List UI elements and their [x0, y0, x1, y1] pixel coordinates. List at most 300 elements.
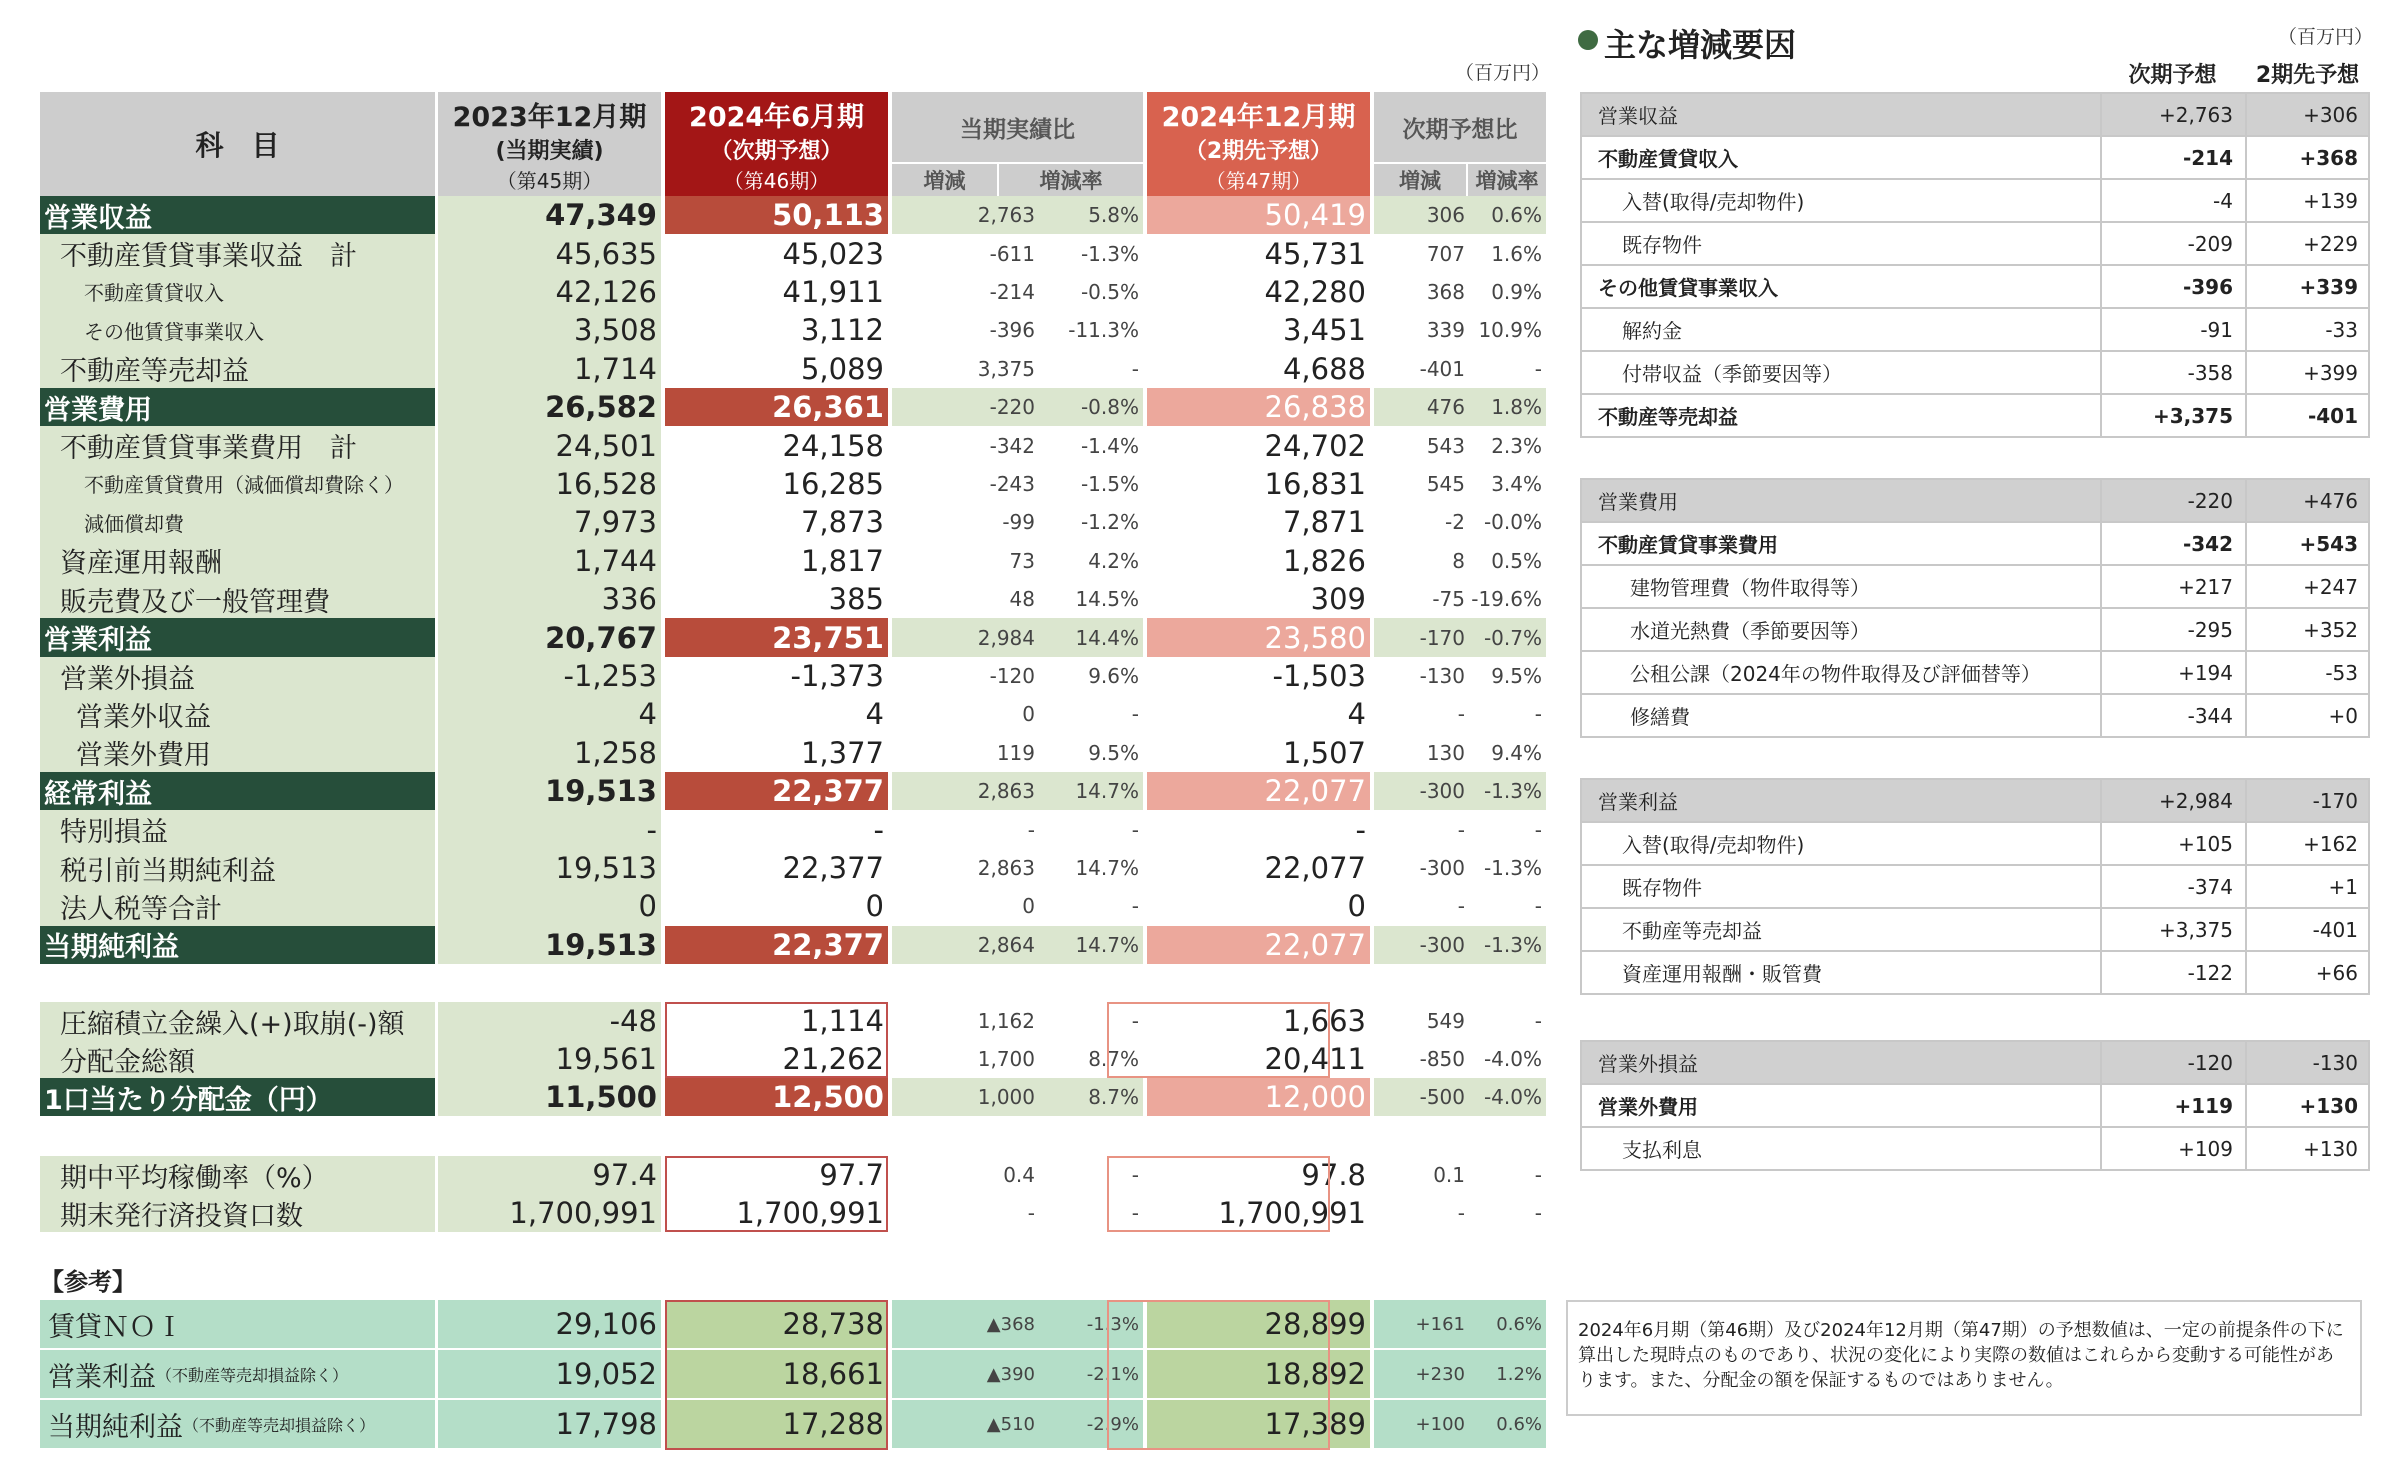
factor-after-next: +476 [2245, 480, 2370, 521]
cell-c3: 2,864 [892, 926, 1039, 964]
factor-after-next: +162 [2245, 823, 2370, 864]
factor-label: 入替(取得/売却物件) [1580, 180, 2100, 221]
cell-c7: 0.6% [1469, 196, 1546, 234]
factor-next: -4 [2100, 180, 2245, 221]
factor-next: +194 [2100, 652, 2245, 693]
cell-c6: - [1457, 894, 1465, 919]
cell-c1: 1,258 [438, 734, 661, 772]
factor-after-next: -170 [2245, 780, 2370, 821]
row-label: 不動産賃貸費用（減価償却費除く） [40, 465, 435, 503]
factor-row [1580, 309, 2370, 352]
cell-c4: - [1131, 1201, 1139, 1225]
ref-cell-c1: 29,106 [438, 1300, 661, 1348]
row-label: 1口当たり分配金（円） [40, 1078, 435, 1116]
cmp1-header: 当期実績比 [892, 92, 1143, 162]
cell-c7: -4.0% [1483, 1047, 1542, 1071]
cell-c3: 0 [1022, 702, 1035, 727]
cell-c7: - [1534, 1009, 1542, 1033]
unit-label: （百万円） [1455, 62, 1551, 84]
cmp2-rate-header: 増減率 [1468, 164, 1546, 196]
cell-c7: -4.0% [1469, 1078, 1546, 1116]
cell-c4: 14.7% [1039, 772, 1143, 810]
cell-c7: - [1534, 702, 1542, 727]
factor-label: 不動産賃貸事業費用 [1580, 523, 2100, 564]
factor-next: +2,984 [2100, 780, 2245, 821]
cell-c3: - [1027, 1201, 1035, 1225]
income-statement-body [40, 196, 1546, 964]
cmp2-header: 次期予想比 [1374, 92, 1546, 162]
cell-c4: - [1131, 356, 1139, 381]
table-row [40, 1078, 1546, 1116]
cell-c6: 0.1 [1433, 1163, 1465, 1187]
cell-c5: 42,280 [1264, 274, 1366, 309]
cell-c1: -48 [438, 1002, 661, 1040]
cell-c6: 306 [1374, 196, 1469, 234]
cell-c1: -1,253 [438, 657, 661, 695]
cell-c2: 22,377 [665, 926, 888, 964]
cell-c6: - [1457, 702, 1465, 727]
row-label: 期末発行済投資口数 [40, 1194, 435, 1232]
cell-c3: -99 [1002, 510, 1035, 535]
cell-c6: -850 [1419, 1047, 1465, 1071]
cell-c4: -1.5% [1080, 471, 1139, 496]
factor-block [1580, 92, 2370, 429]
factor-row [1580, 609, 2370, 652]
cell-c7: - [1534, 894, 1542, 919]
forecast-outline-1 [665, 1002, 888, 1078]
cell-c6: -500 [1374, 1078, 1469, 1116]
cell-c4: 8.7% [1039, 1078, 1143, 1116]
cell-c6: 543 [1426, 433, 1465, 458]
cell-c1: 1,700,991 [438, 1194, 661, 1232]
table-row [40, 772, 1546, 810]
cell-c4: -1.4% [1080, 433, 1139, 458]
cell-c6: -401 [1419, 356, 1465, 381]
cell-c1: 24,501 [438, 426, 661, 464]
factor-next: -396 [2100, 266, 2245, 307]
cell-c3: -611 [989, 241, 1035, 266]
cell-c4: -1.2% [1080, 510, 1139, 535]
row-label: 税引前当期純利益 [40, 849, 435, 887]
cell-c3: -243 [989, 471, 1035, 496]
cell-c2: 7,873 [800, 505, 884, 540]
cell-c2: 1,700,991 [736, 1196, 884, 1230]
table-row [40, 311, 1546, 349]
factor-after-next: -401 [2245, 395, 2370, 436]
cell-c6: -300 [1374, 926, 1469, 964]
cell-c2: 22,377 [782, 850, 884, 885]
cell-c6: - [1457, 817, 1465, 842]
cell-c1: 1,714 [438, 350, 661, 388]
table-row [40, 618, 1546, 656]
right-col2-header: 2期先予想 [2255, 63, 2360, 88]
cell-c3: 2,984 [892, 618, 1039, 656]
cell-c3: -120 [989, 663, 1035, 688]
cell-c5: 1,826 [1282, 543, 1366, 578]
factor-after-next: +339 [2245, 266, 2370, 307]
ref-cell-c6: +100 [1374, 1400, 1469, 1448]
cell-c7: - [1534, 356, 1542, 381]
cell-c5: 4 [1347, 697, 1366, 732]
factor-label: 不動産等売却益 [1580, 909, 2100, 950]
factor-label: 入替(取得/売却物件) [1580, 823, 2100, 864]
factor-row [1580, 480, 2370, 523]
cell-c5: 3,451 [1282, 313, 1366, 348]
table-row [40, 926, 1546, 964]
cell-c4: -11.3% [1068, 318, 1139, 343]
cell-c6: 368 [1426, 279, 1465, 304]
row-label: 不動産等売却益 [40, 350, 435, 388]
cell-c3: 0.4 [1003, 1163, 1035, 1187]
ref-cell-c3: ▲510 [892, 1400, 1039, 1448]
factor-next: -220 [2100, 480, 2245, 521]
factor-label: 資産運用報酬・販管費 [1580, 952, 2100, 993]
cell-c3: 119 [996, 740, 1035, 765]
cell-c4: - [1131, 1009, 1139, 1033]
row-label: 不動産賃貸事業費用 計 [40, 426, 435, 464]
cell-c4: 9.5% [1088, 740, 1139, 765]
cell-c4: - [1131, 894, 1139, 919]
cell-c1: 45,635 [438, 234, 661, 272]
cell-c2: 22,377 [665, 772, 888, 810]
table-row [40, 234, 1546, 272]
cell-c2: 3,112 [800, 313, 884, 348]
cell-c5: 23,580 [1147, 618, 1370, 656]
ref-label [40, 1300, 435, 1348]
row-label: 分配金総額 [40, 1040, 435, 1078]
cell-c4: 4.2% [1088, 548, 1139, 573]
cell-c1: 16,528 [438, 465, 661, 503]
forecast-outline-4 [1107, 1156, 1330, 1232]
ref-cell-c7: 0.6% [1469, 1300, 1546, 1348]
factor-row [1580, 652, 2370, 695]
cell-c5: 22,077 [1147, 926, 1370, 964]
cell-c2: -1,373 [790, 658, 884, 693]
ref-cell-c3: ▲368 [892, 1300, 1039, 1348]
cell-c7: 0.9% [1491, 279, 1542, 304]
table-row [40, 426, 1546, 464]
cell-c6: -130 [1419, 663, 1465, 688]
cell-c1: 19,561 [438, 1040, 661, 1078]
cell-c1: 97.4 [438, 1156, 661, 1194]
ref-cell-c3: ▲390 [892, 1350, 1039, 1398]
factor-label: 不動産等売却益 [1580, 395, 2100, 436]
cell-c6: 130 [1426, 740, 1465, 765]
cell-c7: 0.5% [1491, 548, 1542, 573]
factor-after-next: +368 [2245, 137, 2370, 178]
cell-c2: 41,911 [782, 274, 884, 309]
factor-next: +3,375 [2100, 395, 2245, 436]
factor-after-next: +1 [2245, 866, 2370, 907]
cell-c5: 1,507 [1282, 735, 1366, 770]
factor-label: 修繕費 [1580, 695, 2100, 736]
factor-next: -122 [2100, 952, 2245, 993]
cell-c5: 12,000 [1147, 1078, 1370, 1116]
factor-label: 付帯収益（季節要因等） [1580, 352, 2100, 393]
cell-c2: 50,113 [665, 196, 888, 234]
cell-c7: 3.4% [1491, 471, 1542, 496]
row-label: 営業外損益 [40, 657, 435, 695]
cell-c1: 7,973 [438, 503, 661, 541]
factor-after-next: +247 [2245, 566, 2370, 607]
cell-c3: 48 [1009, 587, 1035, 612]
cell-c7: -0.0% [1483, 510, 1542, 535]
cell-c2: 45,023 [782, 236, 884, 271]
factor-row [1580, 866, 2370, 909]
cell-c2: 26,361 [665, 388, 888, 426]
cell-c3: 2,863 [977, 855, 1035, 880]
table-row [40, 350, 1546, 388]
ref-cell-c6: +230 [1374, 1350, 1469, 1398]
ref-cell-c6: +161 [1374, 1300, 1469, 1348]
cell-c2: 21,262 [782, 1042, 884, 1076]
table-row [40, 196, 1546, 234]
cell-c4: -0.8% [1039, 388, 1143, 426]
cell-c6: 339 [1426, 318, 1465, 343]
cmp1-rate-header: 増減率 [999, 164, 1143, 196]
ref-cell-c4: -1.3% [1039, 1300, 1143, 1348]
cell-c2: 0 [865, 889, 884, 924]
cell-c7: -1.3% [1483, 855, 1542, 880]
row-label: 経常利益 [40, 772, 435, 810]
cell-c2: 1,817 [800, 543, 884, 578]
cell-c1: 19,513 [438, 849, 661, 887]
factor-label: その他賃貸事業収入 [1580, 266, 2100, 307]
cell-c6: -2 [1445, 510, 1465, 535]
cell-c5: 309 [1310, 582, 1366, 617]
cell-c1: 0 [438, 887, 661, 925]
col3-header: 2024年12月期 （2期先予想） （第47期） [1147, 92, 1370, 196]
cell-c6: -300 [1374, 772, 1469, 810]
factor-block [1580, 778, 2370, 986]
cell-c3: 73 [1009, 548, 1035, 573]
ref-cell-c1: 17,798 [438, 1400, 661, 1448]
row-label: 営業利益 [40, 618, 435, 656]
ref-cell-c2: 18,661 [665, 1350, 888, 1398]
cell-c3: -220 [892, 388, 1039, 426]
forecast-outline-3 [665, 1156, 888, 1232]
right-title: 主な増減要因 [1604, 26, 1797, 64]
cell-c6: 8 [1452, 548, 1465, 573]
factor-next: +109 [2100, 1128, 2245, 1169]
ref-cell-c2: 28,738 [665, 1300, 888, 1348]
cell-c3: 3,375 [977, 356, 1035, 381]
factor-row [1580, 695, 2370, 738]
cell-c3: 1,700 [977, 1047, 1035, 1071]
factor-after-next: +399 [2245, 352, 2370, 393]
cell-c5: 22,077 [1147, 772, 1370, 810]
disclaimer-note: 2024年6月期（第46期）及び2024年12月期（第47期）の予想数値は、一定の前提条件の下に算出した現時点のものであり、状況の変化により実際の数値はこれらから変動する可能性があります。また、分配金の額を保証するものではありません。 [1566, 1300, 2362, 1416]
ref-outline-1 [665, 1300, 888, 1450]
ref-label [40, 1350, 435, 1398]
factor-label: 既存物件 [1580, 223, 2100, 264]
cell-c4: 14.5% [1075, 587, 1139, 612]
factor-after-next: -53 [2245, 652, 2370, 693]
factor-row [1580, 523, 2370, 566]
row-label: 圧縮積立金繰入(+)取崩(-)額 [40, 1002, 435, 1040]
cell-c1: 336 [438, 580, 661, 618]
table-row [40, 580, 1546, 618]
ref-cell-c4: -2.1% [1039, 1350, 1143, 1398]
cell-c2: 16,285 [782, 466, 884, 501]
ref-cell-c2: 17,288 [665, 1400, 888, 1448]
row-label: 不動産賃貸収入 [40, 273, 435, 311]
factor-label: 解約金 [1580, 309, 2100, 350]
factor-after-next: -130 [2245, 1042, 2370, 1083]
cell-c4: - [1131, 817, 1139, 842]
reference-title: 【参考】 [40, 1268, 136, 1296]
ref-label-sub: （不動産等売却損益除く） [183, 1415, 376, 1435]
factor-row [1580, 1042, 2370, 1085]
factor-label: 公租公課（2024年の物件取得及び評価替等） [1580, 652, 2100, 693]
cell-c1: 19,513 [438, 772, 661, 810]
cell-c4: -1.3% [1080, 241, 1139, 266]
cell-c3: 1,162 [977, 1009, 1035, 1033]
cell-c3: - [1027, 817, 1035, 842]
factor-after-next: +306 [2245, 94, 2370, 135]
cell-c4: - [1131, 1163, 1139, 1187]
factor-row [1580, 952, 2370, 995]
factor-after-next: +130 [2245, 1085, 2370, 1126]
ref-label-main: 当期純利益 [48, 1411, 183, 1443]
factor-after-next: +0 [2245, 695, 2370, 736]
cell-c2: 1,377 [800, 735, 884, 770]
factor-block [1580, 478, 2370, 729]
ref-cell-c1: 19,052 [438, 1350, 661, 1398]
table-row [40, 810, 1546, 848]
factor-label: 営業外損益 [1580, 1042, 2100, 1083]
row-label: 当期純利益 [40, 926, 435, 964]
cell-c4: 14.7% [1039, 926, 1143, 964]
ref-label-sub: （不動産等売却損益除く） [156, 1365, 349, 1385]
ref-cell-c5: 17,389 [1147, 1400, 1370, 1448]
col1-header: 2023年12月期 (当期実績) （第45期） [438, 92, 661, 196]
cell-c7: - [1534, 1163, 1542, 1187]
table-row [40, 388, 1546, 426]
subject-header: 科 目 [40, 92, 435, 196]
factor-row [1580, 94, 2370, 137]
factor-label: 建物管理費（物件取得等） [1580, 566, 2100, 607]
cell-c5: 97.8 [1301, 1158, 1366, 1192]
row-label: その他賃貸事業収入 [40, 311, 435, 349]
cell-c7: 10.9% [1478, 318, 1542, 343]
cell-c6: -75 [1432, 587, 1465, 612]
factor-label: 営業外費用 [1580, 1085, 2100, 1126]
cell-c2: 5,089 [800, 351, 884, 386]
factor-label: 既存物件 [1580, 866, 2100, 907]
cell-c3: -396 [989, 318, 1035, 343]
factor-after-next: +66 [2245, 952, 2370, 993]
ref-outline-2 [1107, 1300, 1330, 1450]
right-col1-header: 次期予想 [2128, 63, 2217, 88]
table-row [40, 887, 1546, 925]
row-label: 特別損益 [40, 810, 435, 848]
factor-next: +217 [2100, 566, 2245, 607]
cell-c7: 9.4% [1491, 740, 1542, 765]
factor-after-next: +139 [2245, 180, 2370, 221]
cell-c4: 14.7% [1075, 855, 1139, 880]
row-label: 販売費及び一般管理費 [40, 580, 435, 618]
cell-c6: -300 [1419, 855, 1465, 880]
cell-c4: - [1131, 702, 1139, 727]
factor-after-next: -401 [2245, 909, 2370, 950]
factor-row [1580, 780, 2370, 823]
ref-label-main: 賃貸ＮＯＩ [48, 1311, 183, 1343]
table-row [40, 542, 1546, 580]
cell-c5: -1,503 [1272, 658, 1366, 693]
ref-cell-c7: 1.2% [1469, 1350, 1546, 1398]
cell-c2: 24,158 [782, 428, 884, 463]
cell-c2: 97.7 [819, 1158, 884, 1192]
factor-next: +105 [2100, 823, 2245, 864]
cell-c4: 9.6% [1088, 663, 1139, 688]
cell-c6: 476 [1374, 388, 1469, 426]
cell-c1: - [438, 810, 661, 848]
cell-c1: 4 [438, 695, 661, 733]
factor-next: +2,763 [2100, 94, 2245, 135]
factor-next: -120 [2100, 1042, 2245, 1083]
cell-c2: 4 [865, 697, 884, 732]
table-row [40, 734, 1546, 772]
cell-c5: 1,663 [1282, 1004, 1366, 1038]
factor-after-next: +543 [2245, 523, 2370, 564]
cell-c3: 2,763 [892, 196, 1039, 234]
factor-row [1580, 180, 2370, 223]
ref-cell-c5: 28,899 [1147, 1300, 1370, 1348]
right-unit: （百万円） [2278, 26, 2374, 48]
factor-next: -358 [2100, 352, 2245, 393]
forecast-outline-2 [1107, 1002, 1330, 1078]
factor-label: 支払利息 [1580, 1128, 2100, 1169]
ref-cell-c7: 0.6% [1469, 1400, 1546, 1448]
cell-c5: 24,702 [1264, 428, 1366, 463]
factor-row [1580, 137, 2370, 180]
factor-after-next: -33 [2245, 309, 2370, 350]
factor-next: +119 [2100, 1085, 2245, 1126]
cell-c2: 1,114 [800, 1004, 884, 1038]
table-row [40, 695, 1546, 733]
factor-row [1580, 266, 2370, 309]
cell-c5: 26,838 [1147, 388, 1370, 426]
factor-next: -374 [2100, 866, 2245, 907]
cell-c6: -170 [1374, 618, 1469, 656]
row-label: 期中平均稼働率（%） [40, 1156, 435, 1194]
row-label: 営業費用 [40, 388, 435, 426]
cell-c5: 4,688 [1282, 351, 1366, 386]
cell-c3: -214 [989, 279, 1035, 304]
cell-c1: 1,744 [438, 542, 661, 580]
table-row [40, 465, 1546, 503]
cell-c7: 1.8% [1469, 388, 1546, 426]
cell-c4: 5.8% [1039, 196, 1143, 234]
cell-c6: 549 [1426, 1009, 1465, 1033]
cell-c7: - [1534, 817, 1542, 842]
row-label: 営業収益 [40, 196, 435, 234]
cell-c2: - [873, 812, 884, 847]
factor-after-next: +130 [2245, 1128, 2370, 1169]
col2-header: 2024年6月期 （次期予想） （第46期） [665, 92, 888, 196]
table-row [40, 657, 1546, 695]
cell-c7: -0.7% [1469, 618, 1546, 656]
ref-cell-c4: -2.9% [1039, 1400, 1143, 1448]
factor-next: -295 [2100, 609, 2245, 650]
factor-row [1580, 909, 2370, 952]
ref-cell-c5: 18,892 [1147, 1350, 1370, 1398]
factor-after-next: +352 [2245, 609, 2370, 650]
cell-c5: 20,411 [1264, 1042, 1366, 1076]
cell-c1: 11,500 [438, 1078, 661, 1116]
cell-c7: -19.6% [1471, 587, 1542, 612]
